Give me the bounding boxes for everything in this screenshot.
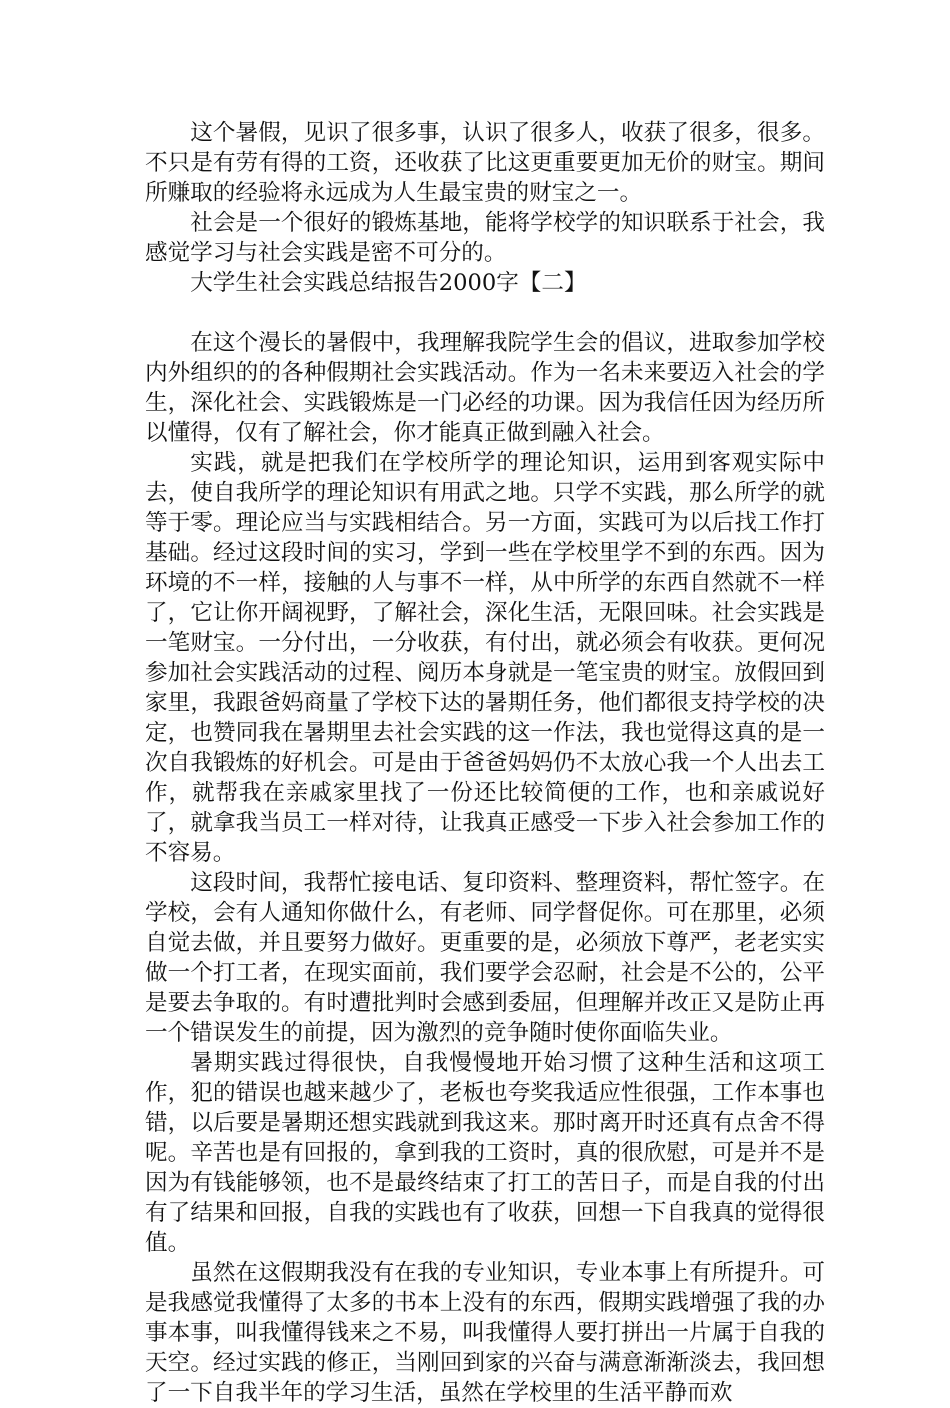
paragraph: 虽然在这假期我没有在我的专业知识，专业本事上有所提升。可是我感觉我懂得了太多的书本上没有的东西，假期实践增强了我的办事本事，叫我懂得钱来之不易，叫我懂得人要打拼出一片属于自我的天空。经过实践的修正，当刚回到家的兴奋与满意渐渐淡去，我回想了一下自我半年的学习生活，虽然在学校里的生活平静而欢 [145,1260,825,1406]
paragraph: 暑期实践过得很快，自我慢慢地开始习惯了这种生活和这项工作，犯的错误也越来越少了，老板也夸奖我适应性很强，工作本事也错，以后要是暑期还想实践就到我这来。那时离开时还真有点舍不得呢。辛苦也是有回报的，拿到我的工资时，真的很欣慰，可是并不是因为有钱能够领，也不是最终结束了打工的苦日子，而是自我的付出有了结果和回报，自我的实践也有了收获，回想一下自我真的觉得很值。 [145,1050,825,1256]
document-body [145,118,825,1408]
paragraph: 在这个漫长的暑假中，我理解我院学生会的倡议，进取参加学校内外组织的的各种假期社会实践活动。作为一名未来要迈入社会的学生，深化社会、实践锻炼是一门必经的功课。因为我信任因为经历所以懂得，仅有了解社会，你才能真正做到融入社会。 [145,330,825,446]
section-heading: 大学生社会实践总结报告2000字【二】 [190,270,587,296]
paragraph: 这个暑假，见识了很多事，认识了很多人，收获了很多，很多。不只是有劳有得的工资，还收获了比这更重要更加无价的财宝。期间所赚取的经验将永远成为人生最宝贵的财宝之一。 [145,120,825,206]
blank-line [145,298,825,328]
paragraph: 实践，就是把我们在学校所学的理论知识，运用到客观实际中去，使自我所学的理论知识有用武之地。只学不实践，那么所学的就等于零。理论应当与实践相结合。另一方面，实践可为以后找工作打基础。经过这段时间的实习，学到一些在学校里学不到的东西。因为环境的不一样，接触的人与事不一样，从中所学的东西自然就不一样了，它让你开阔视野，了解社会，深化生活，无限回味。社会实践是一笔财宝。一分付出，一分收获，有付出，就必须会有收获。更何况参加社会实践活动的过程、阅历本身就是一笔宝贵的财宝。放假回到家里，我跟爸妈商量了学校下达的暑期任务，他们都很支持学校的决定，也赞同我在暑期里去社会实践的这一作法，我也觉得这真的是一次自我锻炼的好机会。可是由于爸爸妈妈仍不太放心我一个人出去工作，就帮我在亲戚家里找了一份还比较简便的工作，也和亲戚说好了，就拿我当员工一样对待，让我真正感受一下步入社会参加工作的不容易。 [145,450,825,866]
paragraph: 这段时间，我帮忙接电话、复印资料、整理资料，帮忙签字。在学校，会有人通知你做什么，有老师、同学督促你。可在那里，必须自觉去做，并且要努力做好。更重要的是，必须放下尊严，老老实实做一个打工者，在现实面前，我们要学会忍耐，社会是不公的，公平是要去争取的。有时遭批判时会感到委屈，但理解并改正又是防止再一个错误发生的前提，因为激烈的竞争随时使你面临失业。 [145,870,825,1046]
paragraph: 社会是一个很好的锻炼基地，能将学校学的知识联系于社会，我感觉学习与社会实践是密不可分的。 [145,210,825,266]
